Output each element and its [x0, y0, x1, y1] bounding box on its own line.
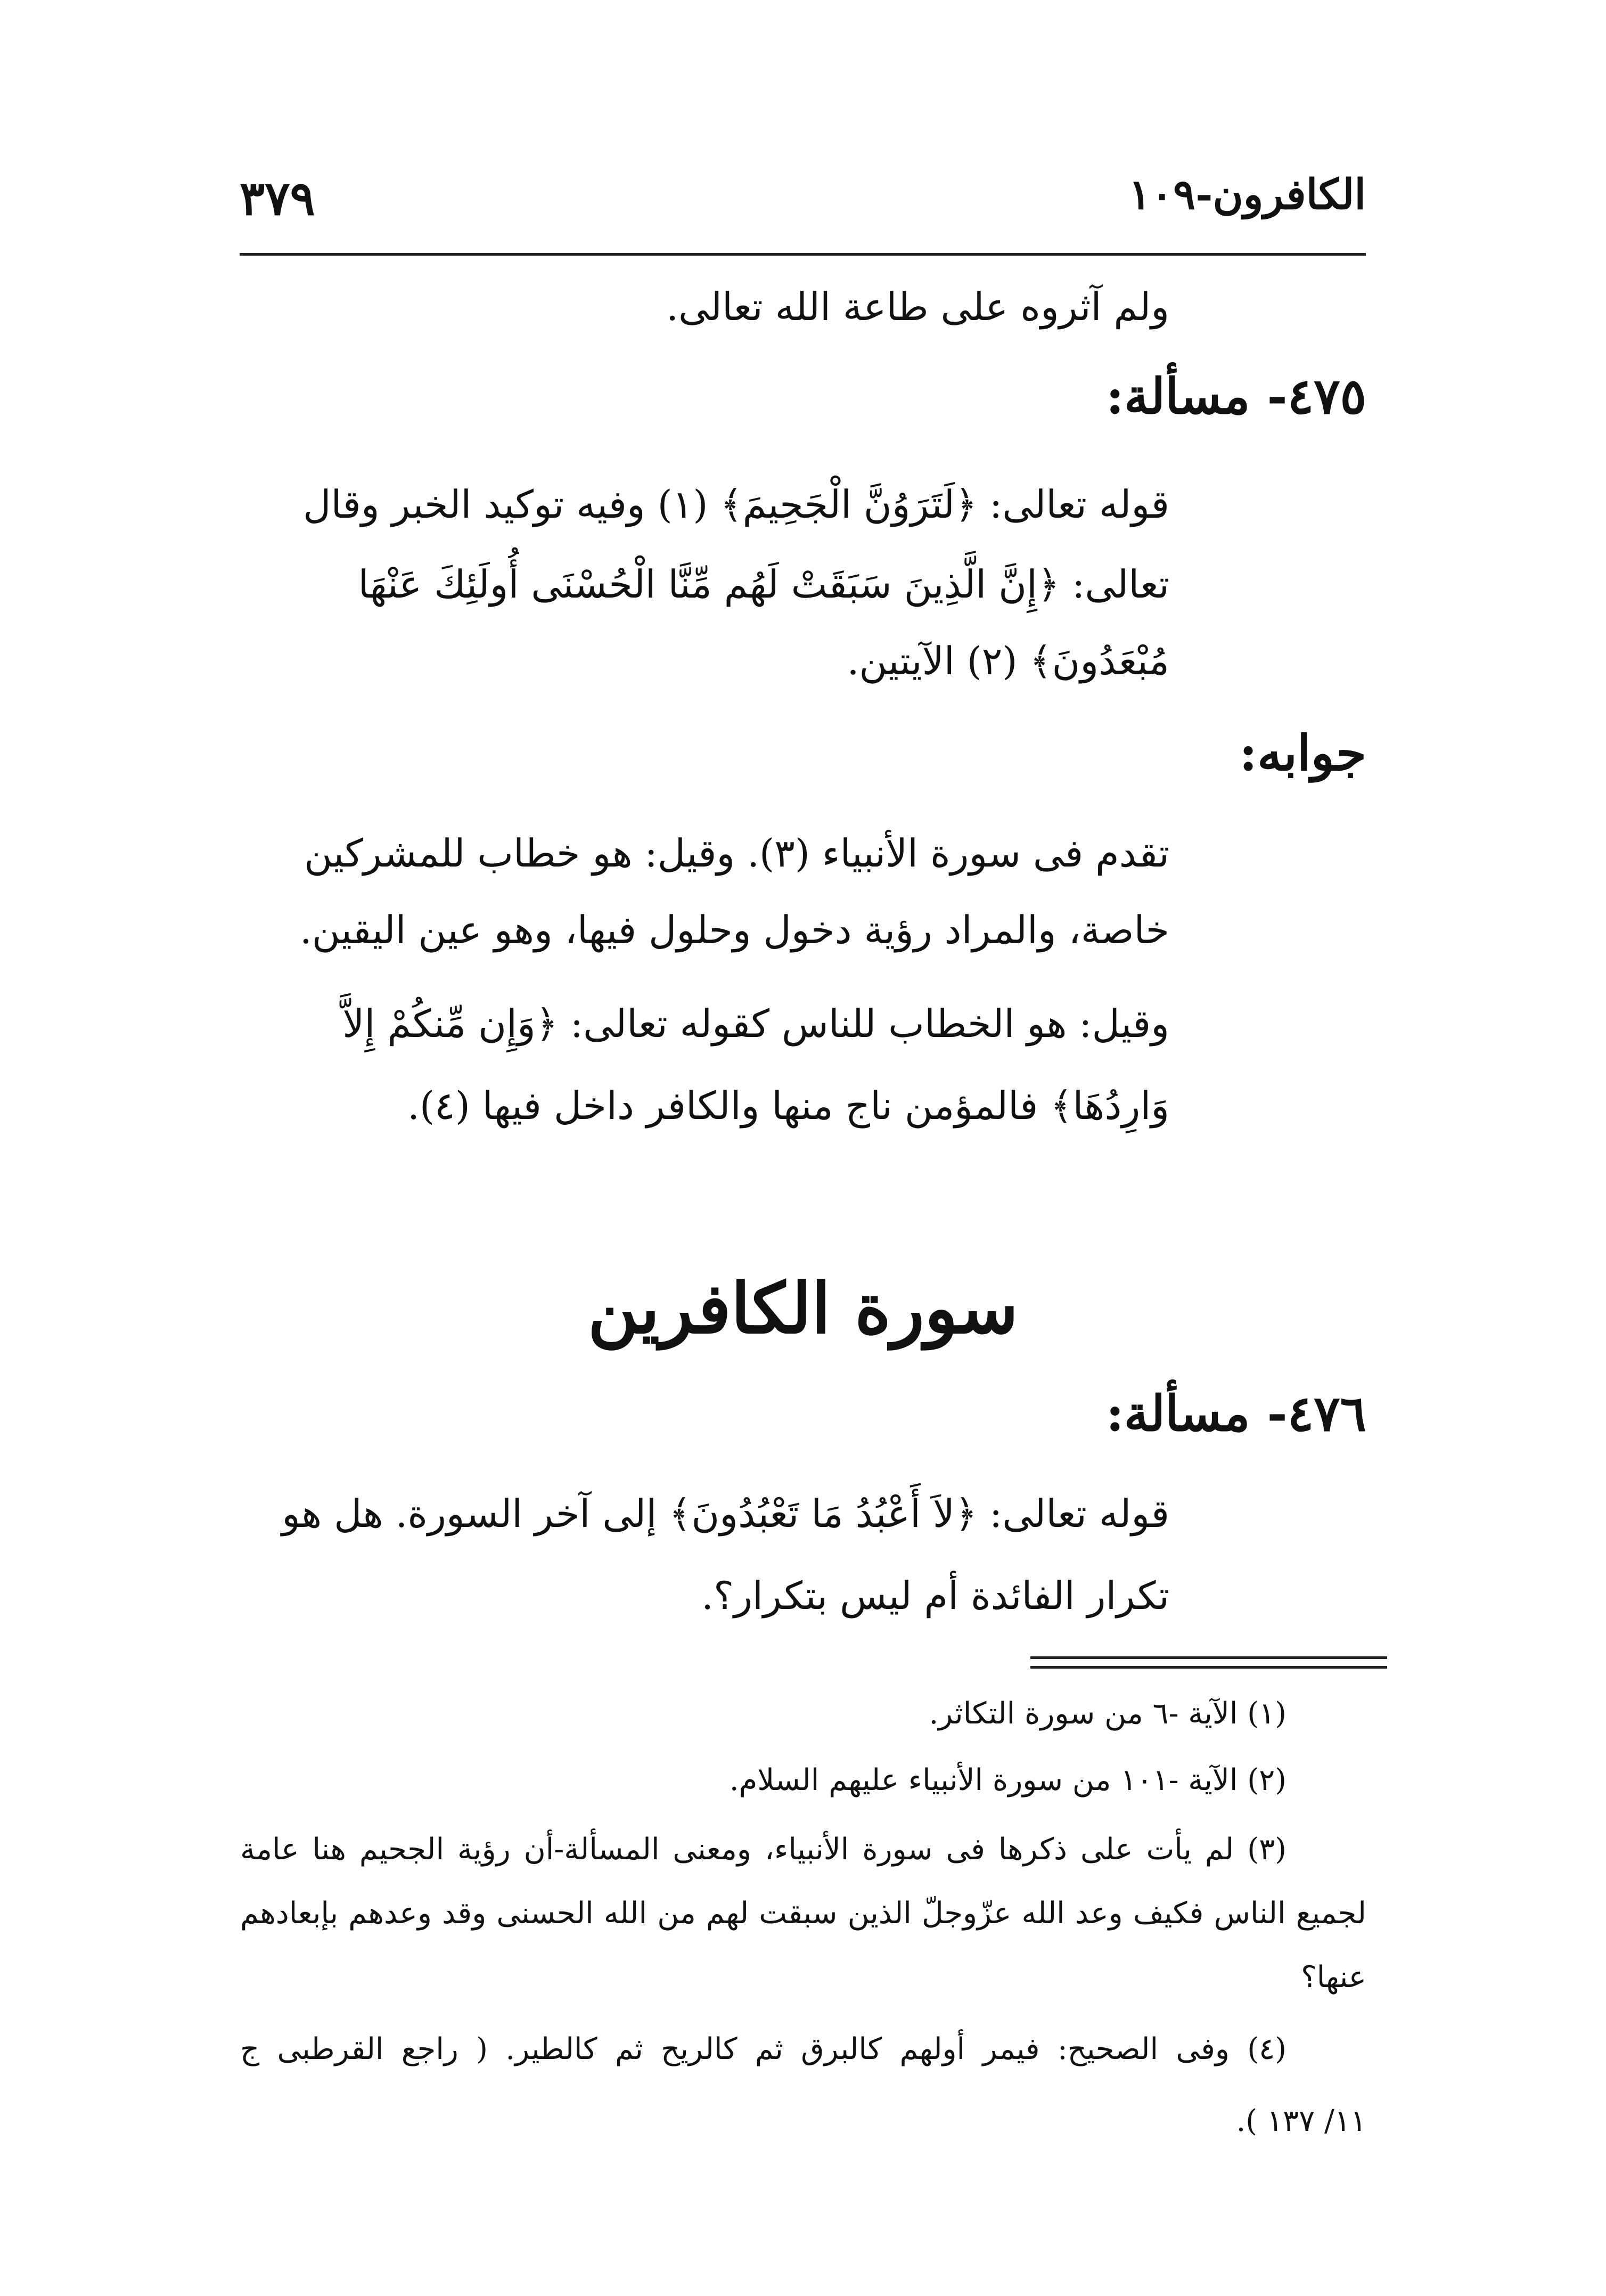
question-476-line-1: قوله تعالى: ﴿لاَ أَعْبُدُ مَا تَعْبُدُونَ﴾ إلى آخر السورة. هل هو: [282, 1491, 1169, 1536]
question-heading-476: ٤٧٦- مسألة:: [1105, 1385, 1366, 1442]
page-header: [240, 160, 1366, 240]
footnote-4-line-2: ١١/ ١٣٧ ).: [1236, 2104, 1366, 2138]
question-475-line-2: تعالى: ﴿إِنَّ الَّذِينَ سَبَقَتْ لَهُم مِّنَّا الْحُسْنَى أُولَئِكَ عَنْهَا: [358, 562, 1169, 607]
answer-p1-line-1: تقدم فى سورة الأنبياء (٣). وقيل: هو خطاب للمشركين: [304, 831, 1169, 876]
page-number: ٣٧٩: [240, 170, 315, 226]
answer-heading: جوابه:: [1239, 724, 1366, 782]
surah-title: سورة الكافرين: [587, 1268, 1019, 1349]
footnote-3-line-1: (٣) لم يأت على ذكرها فى سورة الأنبياء، ومعنى المسألة-أن رؤية الجحيم هنا عامة: [240, 1832, 1287, 1867]
footnote-rule-top: [1030, 1656, 1387, 1659]
answer-p2-line-1: وقيل: هو الخطاب للناس كقوله تعالى: ﴿وَإِن مِّنكُمْ إِلاَّ: [342, 1001, 1169, 1046]
answer-p2-line-2: وَارِدُهَا﴾ فالمؤمن ناج منها والكافر داخل فيها (٤).: [407, 1083, 1169, 1128]
footnote-rule-bottom: [1030, 1666, 1387, 1669]
footnote-1: (١) الآية -٦ من سورة التكاثر.: [929, 1696, 1287, 1731]
carry-over-line: ولم آثروه على طاعة الله تعالى.: [666, 284, 1169, 329]
question-heading-475: ٤٧٥- مسألة:: [1105, 367, 1366, 425]
question-475-line-1: قوله تعالى: ﴿لَتَرَوُنَّ الْجَحِيمَ﴾ (١) وفيه توكيد الخبر وقال: [303, 482, 1169, 527]
question-475-line-3: مُبْعَدُونَ﴾ (٢) الآيتين.: [847, 639, 1169, 683]
answer-p1-line-2: خاصة، والمراد رؤية دخول وحلول فيها، وهو عين اليقين.: [300, 908, 1169, 952]
footnote-3-line-3: عنها؟: [1301, 1960, 1366, 1995]
footnote-3-line-2: لجميع الناس فكيف وعد الله عزّوجلّ الذين سبقت لهم من الله الحسنى وقد وعدهم بإبعادهم: [240, 1896, 1366, 1931]
header-rule: [240, 253, 1366, 256]
footnote-4-line-1: (٤) وفى الصحيح: فيمر أولهم كالبرق ثم كالريح ثم كالطير. ( راجع القرطبى ج: [240, 2032, 1287, 2066]
footnote-2: (٢) الآية -١٠١ من سورة الأنبياء عليهم السلام.: [729, 1763, 1287, 1797]
question-476-line-2: تكرار الفائدة أم ليس بتكرار؟.: [701, 1573, 1169, 1618]
running-title: الكافرون-١٠٩: [1128, 170, 1366, 219]
